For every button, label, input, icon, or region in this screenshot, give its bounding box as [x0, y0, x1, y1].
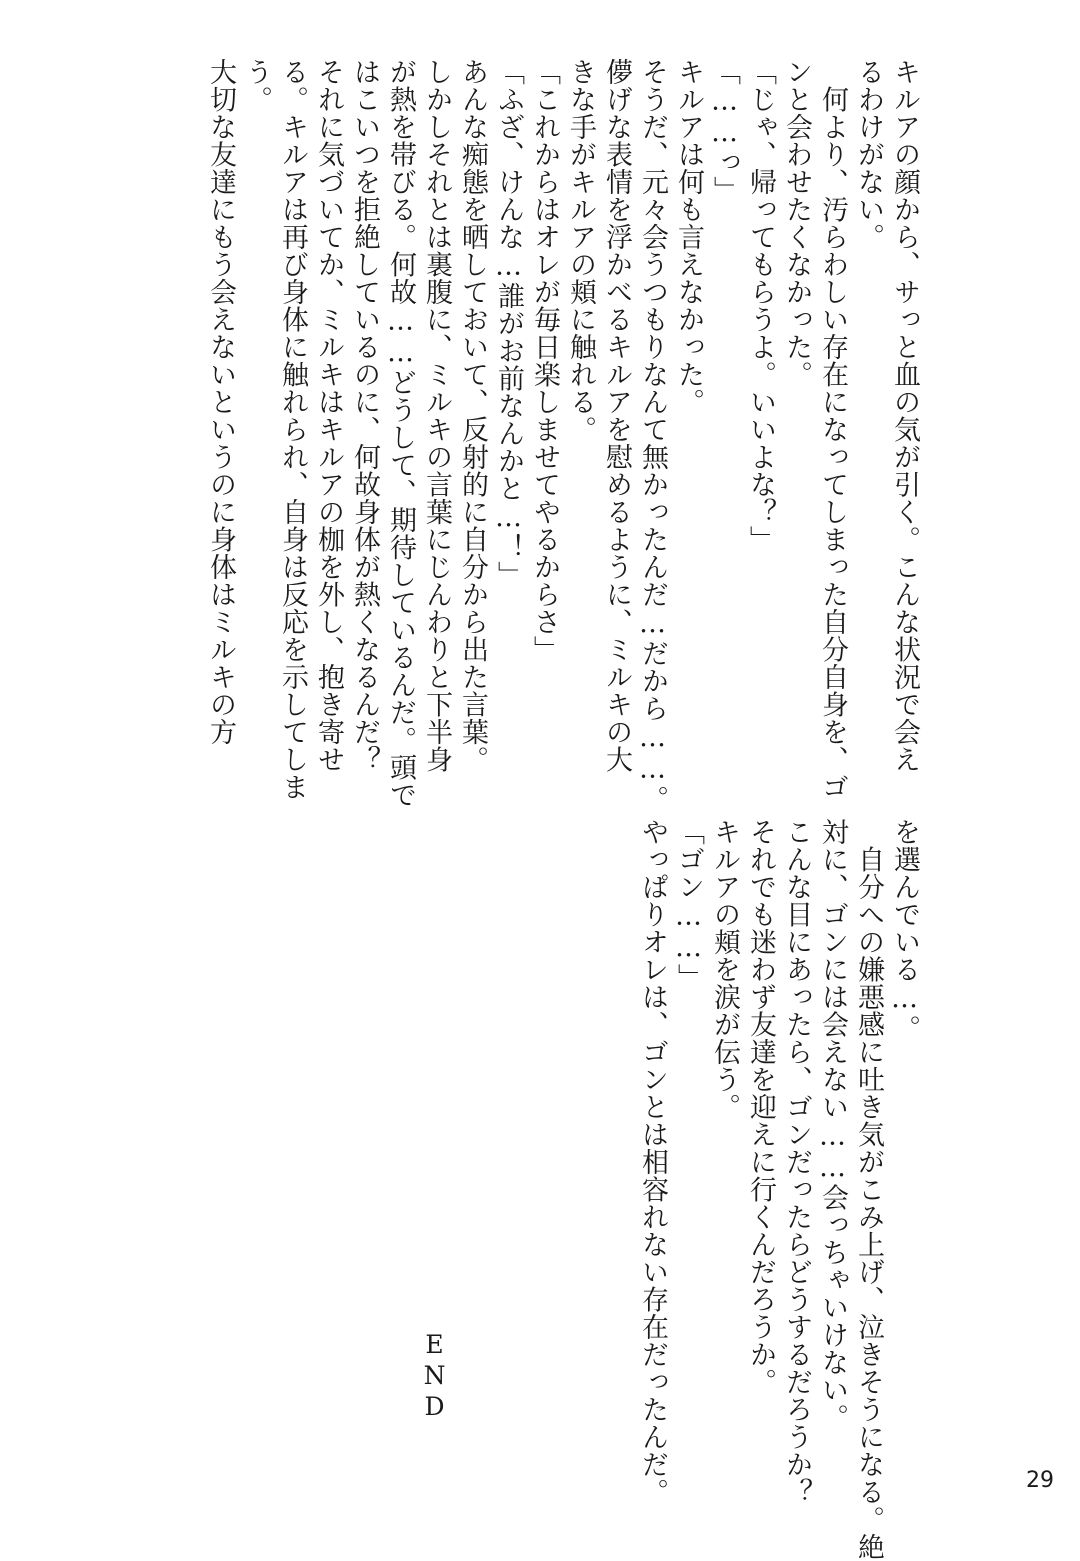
text-line: キルアの頬を涙が伝う。	[709, 818, 740, 1121]
text-line: あんな痴態を晒しておいて、反射的に自分から出た言葉。	[457, 58, 488, 773]
text-line: しかしそれとは裏腹に、ミルキの言葉にじんわりと下半身	[421, 58, 452, 773]
text-line: う。	[241, 58, 272, 113]
text-line: 自分への嫌悪感に吐き気がこみ上げ、泣きそうになる。絶	[853, 818, 884, 1561]
text-line: る。キルアは再び身体に触れられ、自身は反応を示してしま	[277, 58, 308, 801]
text-line: やっぱりオレは、ゴンとは相容れない存在だったんだ。	[637, 818, 668, 1506]
text-line: こんな目にあったら、ゴンだったらどうするだろうか？	[781, 818, 812, 1506]
text-line: はこいつを拒絶しているのに、何故身体が熱くなるんだ？	[349, 58, 380, 773]
text-line: キルアの顔から、サっと血の気が引く。こんな状況で会え	[889, 58, 920, 773]
text-line: 「じゃ、帰ってもらうよ。いいよな？」	[745, 58, 776, 553]
text-line: 儚げな表情を浮かべるキルアを慰めるように、ミルキの大	[601, 58, 632, 773]
text-line: 「これからはオレが毎日楽しませてやるからさ」	[529, 58, 560, 663]
page-number: 29	[1026, 1468, 1054, 1493]
text-line: それでも迷わず友達を迎えに行くんだろうか。	[745, 818, 776, 1396]
text-line: 大切な友達にもう会えないというのに身体はミルキの方	[205, 58, 236, 746]
text-line: 「ゴン……」	[673, 818, 704, 991]
text-line: それに気づいてか、ミルキはキルアの枷を外し、抱き寄せ	[313, 58, 344, 773]
end-mark: END	[420, 1330, 449, 1423]
text-line: キルアは何も言えなかった。	[673, 58, 704, 416]
text-line: そうだ、元々会うつもりなんて無かったんだ…だから……。	[637, 58, 668, 813]
lower-text-block	[634, 818, 922, 1561]
text-line: が熱を帯びる。何故……どうして、期待しているんだ。頭で	[385, 58, 416, 809]
text-line: 対に、ゴンには会えない……会っちゃいけない。	[817, 818, 848, 1431]
text-line: 何より、汚らわしい存在になってしまった自分自身を、ゴ	[817, 58, 848, 801]
text-line: を選んでいる…。	[889, 818, 920, 1042]
text-line: ンと会わせたくなかった。	[781, 58, 812, 388]
text-line: 「ふざ、けんな…誰がお前なんかと…！」	[493, 58, 524, 589]
text-line: るわけがない。	[853, 58, 884, 251]
text-line: 「……っ」	[709, 58, 740, 204]
text-line: きな手がキルアの頬に触れる。	[565, 58, 596, 443]
upper-text-block	[202, 58, 922, 813]
